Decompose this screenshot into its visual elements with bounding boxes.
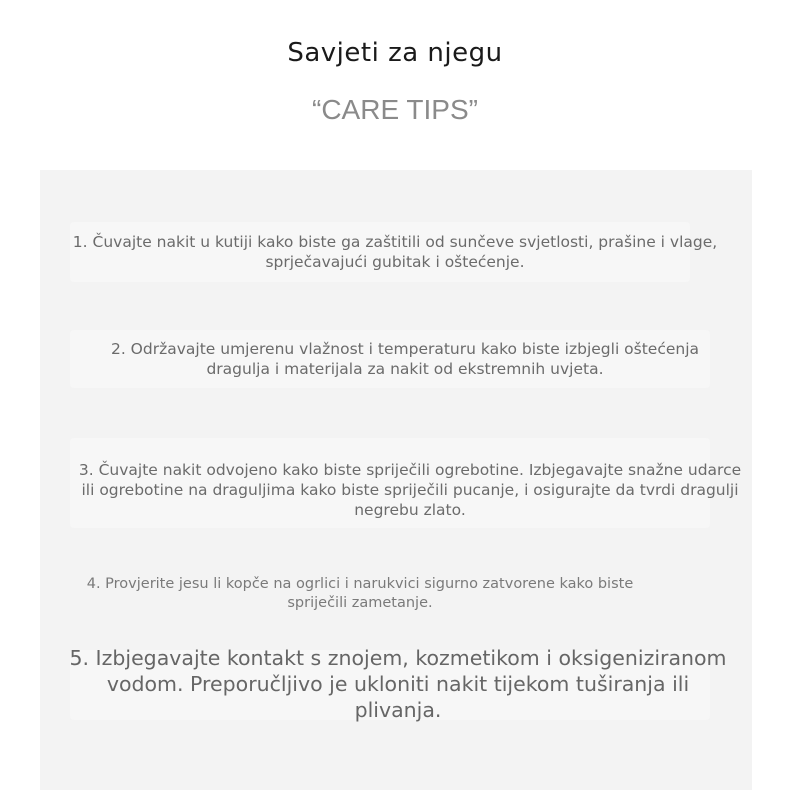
tip-item-5: 5. Izbjegavajte kontakt s znojem, kozmetikom i oksigeniziranom vodom. Preporučljivo je ukloniti nakit tijekom tuširanja ili plivanja. xyxy=(69,646,727,722)
page-subtitle: “CARE TIPS” xyxy=(312,94,478,125)
tip-item-1: 1. Čuvajte nakit u kutiji kako biste ga zaštitili od sunčeve svjetlosti, prašine i vlage, sprječavajući gubitak i oštećenje. xyxy=(72,233,718,271)
page-title: Savjeti za njegu xyxy=(287,38,503,68)
tip-item-4: 4. Provjerite jesu li kopče na ogrlici i narukvici sigurno zatvorene kako biste spriječili zametanje. xyxy=(86,576,634,611)
tip-item-2: 2. Održavajte umjerenu vlažnost i temperaturu kako biste izbjegli oštećenja dragulja i materijala za nakit od ekstremnih uvjeta. xyxy=(110,340,700,378)
tip-item-3: 3. Čuvajte nakit odvojeno kako biste spriječili ogrebotine. Izbjegavajte snažne udarce ili ogrebotine na draguljima kako biste spriječili pucanje, i osigurajte da tvrdi dragulji negrebu zlato. xyxy=(78,461,742,519)
